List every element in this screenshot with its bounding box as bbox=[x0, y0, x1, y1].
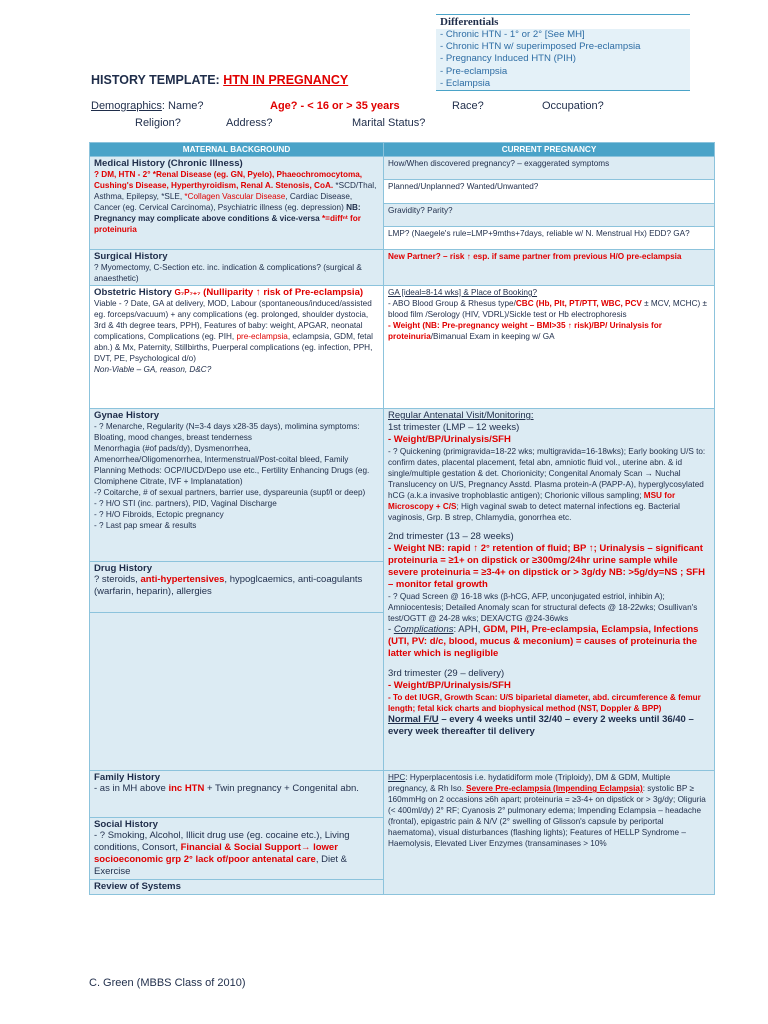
normal-fu-text: – every 4 weeks until 32/40 – every 2 weeks until 36/40 – every week thereafter til delivery bbox=[388, 714, 694, 737]
current-q1: How/When discovered pregnancy? – exaggerated symptoms bbox=[384, 157, 715, 180]
booking-a: - ABO Blood Group & Rhesus type/ bbox=[388, 299, 516, 308]
race-field: Race? bbox=[452, 100, 484, 112]
medical-history-cell bbox=[90, 157, 384, 250]
marital-status-field: Marital Status? bbox=[352, 117, 426, 129]
name-field: : Name? bbox=[161, 100, 204, 112]
differential-item: - Chronic HTN - 1° or 2° [See MH] bbox=[436, 29, 690, 41]
table-header-row bbox=[90, 143, 715, 157]
hpc-b: : systolic BP ≥ 160mmHg on 2 occasions ≥6h apart; proteinuria = ≥3-4+ on dipstick or > 3g/dy; Oliguria (< 400ml/dy) 2° RF; Cyanosis 2° pulmonary edema; Impending Eclampsia – headache (frontal), epigastric pain & N/V (2° swelling of Glisson's capsule by periportal haematoma), visual disturbances (flashing lights); Features of HELLP Syndrome – Haemolysis, Elevated Liver Enzymes (transaminases > 10% bbox=[388, 784, 706, 848]
obstetric-mid: , eclampsia, GDM, fetal abn.) & Mx, Paternity, Stillbirths, Puerperal complications (eg. infection, PPH, DVT, PE, Psychological d/o) bbox=[94, 332, 373, 363]
differentials-box bbox=[436, 14, 690, 91]
booking-b: ± MCV, MCHC) ± blood film /Serology (HIV, VDRL)/Sickle test or Hb electrophoresis bbox=[388, 299, 707, 319]
social-post: , Diet & Exercise bbox=[94, 854, 347, 877]
antenatal-title: Regular Antenatal Visit/Monitoring: bbox=[388, 410, 534, 421]
drug-history-cell bbox=[90, 562, 384, 613]
medical-red-text: ? DM, HTN - 2° *Renal Disease (eg. GN, Pyelo), Phaeochromocytoma, Cushing's Disease, Hyperthyroidism, Renal A. Stenosis, CoA. bbox=[94, 170, 363, 190]
trimester2-title: 2nd trimester (13 – 28 weeks) bbox=[388, 531, 514, 542]
trimester1-msu: MSU for Microscopy + C/S bbox=[388, 491, 676, 511]
gynae-line: Amenorrhea/Oligomenorrhea, Intermenstrual/Post-coital bleed, Family Planning Methods: OCP/IUCD/Depo use etc., Fertility Enhancing Drugs (eg. Clomiphene Citrate, IVF + Implanatation) bbox=[94, 455, 370, 486]
obstetric-viable: Viable - ? Date, GA at delivery, MOD, Labour (spontaneous/induced/assisted eg. forceps/vacuum) + any complications (eg. prolonged, shoulder dystocia, 3rd & 4th degree tears, PPH), Features of baby: weight, APGAR, neonatal complications, Complications (eg. PIH, bbox=[94, 299, 372, 341]
normal-fu-label: Normal F/U bbox=[388, 714, 439, 725]
medical-nb2: *=diffⁿᵗ for proteinuria bbox=[94, 214, 361, 234]
family-red: inc HTN bbox=[168, 783, 205, 794]
medical-nb: NB: Pregnancy may complicate above conditions & vice-versa bbox=[94, 203, 361, 223]
gynae-line: - ? Menarche, Regularity (N=3-4 days x28-35 days), molimina symptoms: Bloating, mood changes, breast tenderness bbox=[94, 422, 360, 442]
gynae-line: Menorrhagia (#of pads/dy), Dysmenorrhea, bbox=[94, 444, 251, 453]
antenatal-cell: Regular Antenatal Visit/Monitoring: 1st trimester (LMP – 12 weeks) - Weight/BP/Urinalysis/SFH - ? Quickening (primigravida=18-22 wks; multigravida=16-18wks); Early booking U/S to: confirm dates, placental placement, fetal abn, amniotic fluid vol., uterine abn. & id single/multiple gestation & det. Chorionicity; Congenital Anomaly Scan → Nuchal Translucency on U/S, Pregnancy Asstd. Plasma protein-A (PAPP-A), hyperglycosylated hCG (a.k.a invasive trophoblastic antigen); Chorionic villous sampling; MSU for Microscopy + C/S; High vaginal swab to detect maternal infections eg. Bacterial vaginosis, Grp. B strep, Chlamydia, gonorrhea etc. 2nd trimester (13 – 28 weeks) - Weight NB: rapid ↑ 2° retention of fluid; BP ↑; Urinalysis – significant proteinuria = ≥1+ on dipstick or ≥300mg/24hr urine sample while severe proteinuria = ≥3-4+ on dipstick or > 3g/dy NB: >5g/dy=NS ; SFH – monitor fetal growth - ? Quad Screen @ 16-18 wks (β-hCG, AFP, unconjugated estriol, inhibin A); Amniocentesis; Detailed Anomaly scan for structural defects @ 18-22wks; Osullivan's test/OGTT @ 24-28 wks; DEXA/CTG @24-36wks - Complications: APH, GDM, PIH, Pre-eclampsia, Eclampsia, Infections (UTI, PV: d/c, blood, mucus & meconium) = causes of proteinuria the latter which is negligible 3rd trimester (29 – delivery) - Weight/BP/Urinalysis/SFH - To det IUGR, Growth Scan: U/S biparietal diameter, abd. circumference & femur length; fetal kick charts and biophysical method (NST, Doppler & BPP) Normal F/U – every 4 weeks until 32/40 – every 2 weeks until 36/40 – every week thereafter til delivery bbox=[384, 409, 715, 771]
trimester1-text: - ? Quickening (primigravida=18-22 wks; multigravida=16-18wks); Early booking U/S to: confirm dates, placental placement, fetal abn, amniotic fluid vol., uterine abn. & id single/multiple gestation & det. Chorionicity; Congenital Anomaly Scan → Nuchal Translucency on U/S, Pregnancy Asstd. Plasma protein-A (PAPP-A), hyperglycosylated hCG (a.k.a invasive trophoblastic antigen); Chorionic villous sampling; bbox=[388, 447, 706, 500]
differentials-title: Differentials bbox=[440, 16, 499, 28]
current-q2: Planned/Unplanned? Wanted/Unwanted? bbox=[384, 180, 715, 203]
demographics-name bbox=[91, 100, 204, 112]
header-maternal: MATERNAL BACKGROUND bbox=[90, 143, 384, 157]
header-current: CURRENT PREGNANCY bbox=[384, 143, 715, 157]
drug-red: anti-hypertensives bbox=[140, 574, 225, 585]
surgical-history-title: Surgical History bbox=[94, 251, 168, 262]
family-pre: - as in MH above bbox=[94, 783, 169, 794]
booking-c: /Bimanual Exam in keeping w/ GA bbox=[430, 332, 555, 341]
social-history-cell bbox=[90, 818, 384, 880]
medical-text2: , Cardiac Disease, Cancer (eg. Cervical Carcinoma), Psychiatric illness (eg. depression) bbox=[94, 192, 353, 212]
gynae-line: - ? H/O STI (inc. partners), PID, Vaginal Discharge bbox=[94, 499, 277, 508]
trimester3-det: - To det IUGR, Growth Scan: U/S biparietal diameter, abd. circumference & femur length; fetal kick charts and biophysical method (NST, Doppler & BPP) bbox=[388, 693, 701, 713]
trimester2-red: - Weight NB: rapid ↑ 2° retention of fluid; BP ↑; Urinalysis – significant proteinuria = ≥1+ on dipstick or ≥300mg/24hr urine sample while severe proteinuria = ≥3-4+ on dipstick or > 3g/dy NB: >5g/dy=NS ; SFH – monitor fetal growth bbox=[388, 543, 705, 590]
social-title: Social History bbox=[94, 819, 158, 830]
trimester3-red: - Weight/BP/Urinalysis/SFH bbox=[388, 680, 511, 691]
booking-cell bbox=[384, 286, 715, 409]
current-q4: LMP? (Naegele's rule=LMP+9mths+7days, reliable w/ N. Menstrual Hx) EDD? GA? bbox=[384, 226, 715, 249]
history-table bbox=[89, 142, 715, 895]
complications-a: : APH, bbox=[453, 624, 484, 635]
trimester1-end: ; High vaginal swab to detect maternal infections eg. Bacterial vaginosis, Grp. B strep, Chlamydia, gonorrhea etc. bbox=[388, 502, 680, 522]
family-title: Family History bbox=[94, 772, 161, 783]
differential-item: - Pregnancy Induced HTN (PIH) bbox=[436, 53, 690, 65]
social-text: - ? Smoking, Alcohol, Illicit drug use (eg. cocaine etc.), Living conditions, Consort, bbox=[94, 830, 350, 853]
empty-left-cell bbox=[90, 613, 384, 771]
hpc-label: HPC bbox=[388, 773, 406, 782]
gynae-title: Gynae History bbox=[94, 410, 160, 421]
hpc-cell bbox=[384, 771, 715, 895]
hpc-severe: Severe Pre-eclampsia (Impending Eclampsia) bbox=[466, 784, 643, 793]
surgical-text: ? Myomectomy, C-Section etc. inc. indication & complications? (surgical & anaesthetic) bbox=[94, 263, 362, 283]
differential-item: - Pre-eclampsia bbox=[436, 66, 690, 78]
trimester1-red: - Weight/BP/Urinalysis/SFH bbox=[388, 434, 511, 445]
demographics-label: Demographics bbox=[91, 100, 162, 112]
obstetric-title: Obstetric History bbox=[94, 287, 175, 298]
booking-cbc: CBC (Hb, Plt, PT/PTT, WBC, PCV bbox=[515, 299, 642, 308]
religion-field: Religion? bbox=[135, 117, 181, 129]
booking-weight: - Weight (NB: Pre-pregnancy weight – BMI>35 ↑ risk)/BP/ Urinalysis for proteinuria bbox=[388, 321, 662, 341]
obstetric-pe: pre-eclampsia bbox=[236, 332, 288, 341]
age-field: Age? - < 16 or > 35 years bbox=[270, 100, 400, 112]
medical-history-title: Medical History (Chronic Illness) bbox=[94, 158, 243, 169]
gynae-history-cell bbox=[90, 409, 384, 562]
current-q3: Gravidity? Parity? bbox=[384, 203, 715, 226]
gynae-line: - ? H/O Fibroids, Ectopic pregnancy bbox=[94, 510, 224, 519]
drug-post: , hypoglcaemics, anti-coagulants (warfarin, heparin), allergies bbox=[94, 574, 363, 597]
differential-item: - Eclampsia bbox=[436, 78, 690, 90]
obstetric-nulliparity: (Nulliparity ↑ risk of Pre-eclampsia) bbox=[200, 287, 364, 298]
family-history-cell bbox=[90, 771, 384, 818]
family-post: + Twin pregnancy + Congenital abn. bbox=[204, 783, 359, 794]
medical-red-text2: *Collagen Vascular Disease bbox=[184, 192, 286, 201]
booking-title: GA [ideal=8-14 wks] & Place of Booking? bbox=[388, 288, 538, 297]
social-red: Financial & Social Support→ lower socioeconomic grp 2° lack of/poor antenatal care bbox=[94, 842, 338, 865]
obstetric-gp: G₇P₇₊₇ bbox=[174, 288, 201, 297]
trimester1-title: 1st trimester (LMP – 12 weeks) bbox=[388, 422, 520, 433]
drug-pre: ? steroids, bbox=[94, 574, 141, 585]
drug-title: Drug History bbox=[94, 563, 153, 574]
page-title bbox=[91, 73, 348, 87]
medical-text: *SCD/Thal, Asthma, Epilepsy, *SLE, bbox=[94, 181, 377, 201]
hpc-a: : Hyperplacentosis i.e. hydatidiform mole (Triploidy), DM & GDM, Multiple pregnancy, & Rh Iso. bbox=[388, 773, 671, 793]
gynae-line: -? Coitarche, # of sexual partners, barrier use, dyspareunia (supf/l or deep) bbox=[94, 488, 366, 497]
complications-label: Complications bbox=[393, 624, 454, 635]
new-partner: New Partner? – risk ↑ esp. if same partner from previous H/O pre-eclampsia bbox=[384, 250, 715, 286]
complications-red: GDM, PIH, Pre-eclampsia, Eclampsia, Infections (UTI, PV: d/c, blood, mucus & meconium) = causes of proteinuria the latter which is negligible bbox=[388, 624, 699, 659]
gynae-line: - ? Last pap smear & results bbox=[94, 521, 197, 530]
footer-credit: C. Green (MBBS Class of 2010) bbox=[89, 977, 246, 989]
title-prefix: HISTORY TEMPLATE: bbox=[91, 73, 224, 87]
review-systems-title: Review of Systems bbox=[94, 881, 181, 892]
obstetric-history-cell bbox=[90, 286, 384, 409]
differential-item: - Chronic HTN w/ superimposed Pre-eclampsia bbox=[436, 41, 690, 53]
trimester3-title: 3rd trimester (29 – delivery) bbox=[388, 668, 505, 679]
title-topic: HTN IN PREGNANCY bbox=[223, 73, 349, 87]
occupation-field: Occupation? bbox=[542, 100, 604, 112]
address-field: Address? bbox=[226, 117, 273, 129]
review-systems-cell bbox=[90, 880, 384, 895]
obstetric-nonviable: Non-Viable – GA, reason, D&C? bbox=[94, 365, 212, 374]
surgical-history-cell bbox=[90, 250, 384, 286]
trimester2-text: - ? Quad Screen @ 16-18 wks (β-hCG, AFP, unconjugated estriol, inhibin A); Amniocentesis; Detailed Anomaly scan for structural defects @ 18-22wks; Osullivan's test/OGTT @ 24-28 wks; DEXA/CTG @24-36wks bbox=[388, 592, 698, 623]
